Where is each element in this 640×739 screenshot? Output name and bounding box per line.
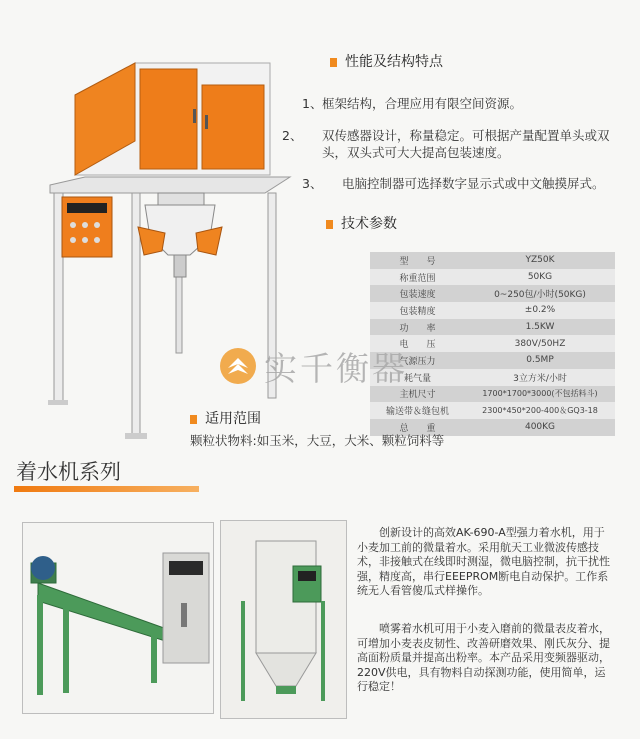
watermark	[218, 346, 408, 386]
scope-text: 颗粒状物料:如玉米，大豆，大米、颗粒饲料等	[190, 433, 445, 448]
packaging-machine-illustration	[40, 55, 300, 445]
scope-heading: 适用范围	[190, 408, 261, 428]
table-row: 输送带＆缝包机 2300*450*200-400＆GQ3-18	[370, 402, 615, 419]
table-row: 电 压 380V/50HZ	[370, 335, 615, 352]
table-row: 型 号 YZ50K	[370, 252, 615, 269]
description-paragraph-2: 喷雾着水机可用于小麦入磨前的微量表皮着水，可增加小麦表皮韧性、改善研磨效果、刚氏灰分、提高面粉质量并提高出粉率。本产品采用变频器驱动，220V供电，具有物料自动探测功能，使用简单，运行稳定！	[357, 622, 610, 693]
specs-heading: 技术参数	[326, 213, 397, 233]
table-row: 耗气量 3立方米/小时	[370, 369, 615, 386]
table-row: 功 率 1.5KW	[370, 319, 615, 336]
series-title: 着水机系列	[16, 460, 121, 484]
horizontal-dampener-illustration	[23, 523, 213, 713]
table-row: 总 重 400KG	[370, 419, 615, 436]
series-underline	[14, 486, 199, 492]
table-row: 称重范围 50KG	[370, 269, 615, 286]
dampening-machine-photo-2	[220, 520, 347, 719]
table-row: 主机尺寸 1700*1700*3000(不包括料斗)	[370, 386, 615, 403]
bullet-square-icon	[190, 415, 197, 424]
dampening-machine-photo-1	[22, 522, 214, 714]
table-row: 包装精度 ±0.2%	[370, 302, 615, 319]
feature-item-2: 2、 双传感器设计，称量稳定。可根据产量配置单头或双头，双头式可大大提高包装速度。	[282, 128, 610, 160]
table-row: 气源压力 0.5MP	[370, 352, 615, 369]
bullet-square-icon	[330, 58, 337, 67]
feature-item-3: 3、 电脑控制器可选择数字显示式或中文触摸屏式。	[302, 176, 605, 191]
vertical-dampener-illustration	[221, 521, 346, 718]
table-row: 包装速度 0~250包/小时(50KG)	[370, 285, 615, 302]
bullet-square-icon	[326, 220, 333, 229]
company-logo-icon	[218, 346, 258, 386]
watermark-text: 实千衡器	[264, 348, 408, 388]
description-paragraph-1: 创新设计的高效AK-690-A型强力着水机，用于小麦加工前的微量着水。采用航天工业微波传感技术，非接触式在线即时测湿，微电脑控制，抗干扰性强，精度高，串行EEEPROM断电自动保护。工作系统无人看管傻瓜式样操作。	[357, 526, 610, 597]
feature-item-1: 1、框架结构，合理应用有限空间资源。	[302, 96, 523, 111]
features-heading: 性能及结构特点	[330, 51, 443, 71]
